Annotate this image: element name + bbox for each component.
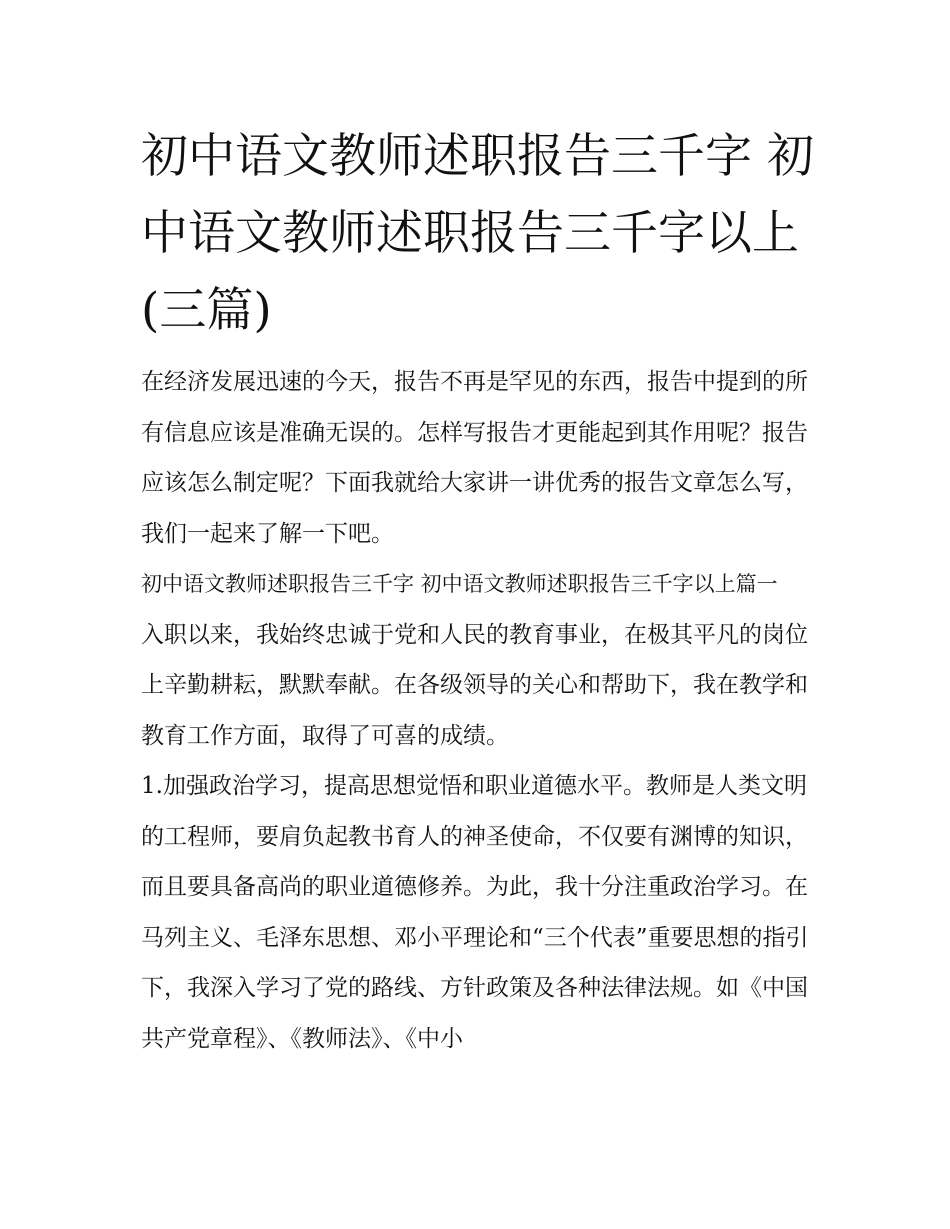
intro-paragraph: 在经济发展迅速的今天，报告不再是罕见的东西，报告中提到的所有信息应该是准确无误的。怎样写报告才更能起到其作用呢？报告应该怎么制定呢？下面我就给大家讲一讲优秀的报告文章怎么写，我们一起来了解一下吧。 — [141, 369, 808, 547]
body-paragraph-2: 1.加强政治学习，提高思想觉悟和职业道德水平。教师是人类文明的工程师，要肩负起教书育人的神圣使命，不仅要有渊博的知识，而且要具备高尚的职业道德修养。为此，我十分注重政治学习。在马列主义、毛泽东思想、邓小平理论和“三个代表”重要思想的指引下，我深入学习了党的路线、方针政策及各种法律法规。如《中国共产党章程》、《教师法》、《中小 — [141, 773, 809, 1052]
section-heading: 初中语文教师述职报告三千字 初中语文教师述职报告三千字以上篇一 — [141, 572, 778, 596]
document-title: 初中语文教师述职报告三千字 初中语文教师述职报告三千字以上(三篇) — [141, 129, 814, 338]
document-page — [141, 118, 816, 1064]
body-paragraph-1: 入职以来，我始终忠诚于党和人民的教育事业，在极其平凡的岗位上辛勤耕耘，默默奉献。在各级领导的关心和帮助下，我在教学和教育工作方面，取得了可喜的成绩。 — [141, 621, 808, 749]
